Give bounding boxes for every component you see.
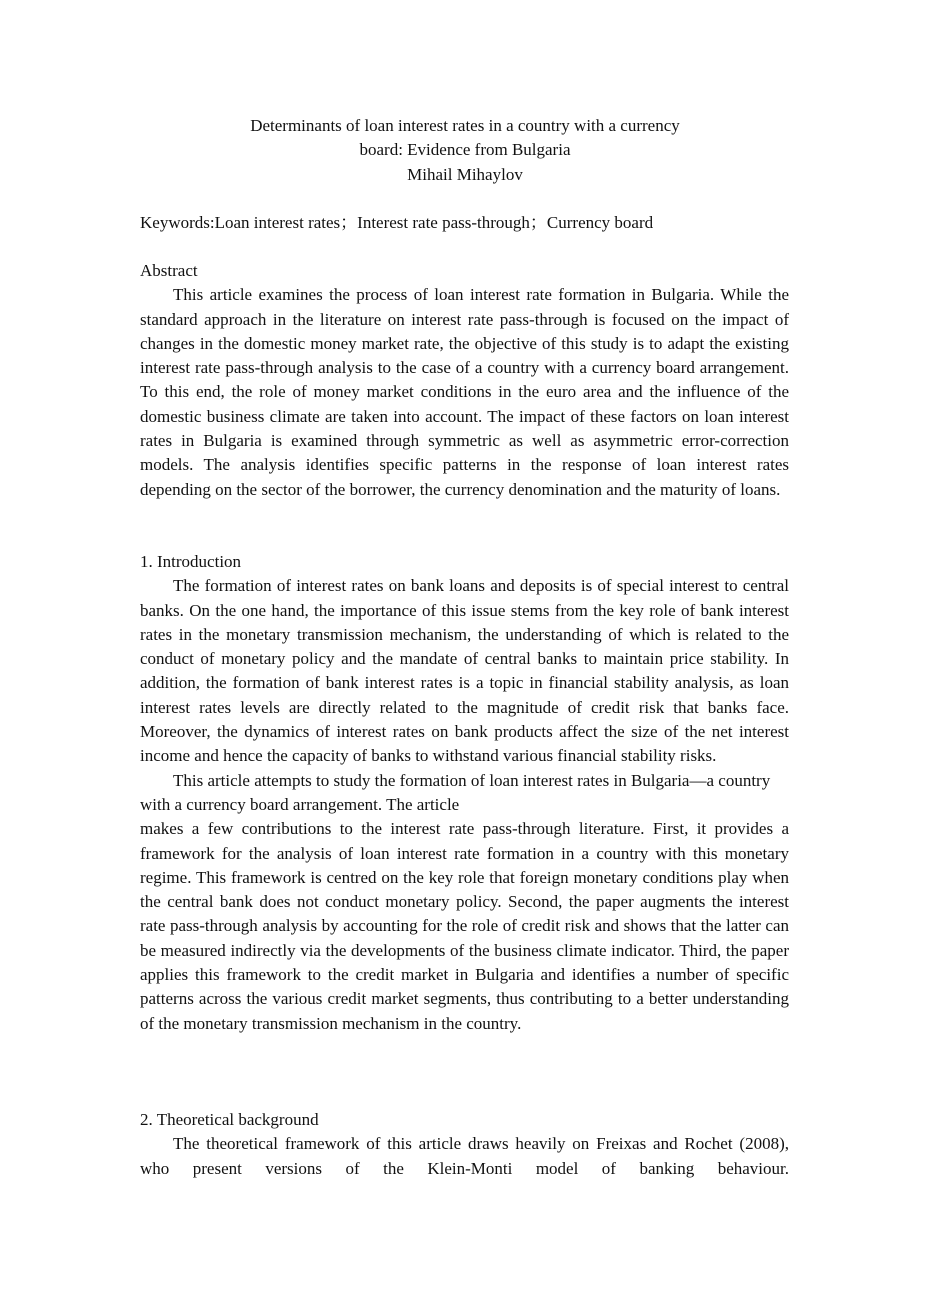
theory-paragraph-1: The theoretical framework of this article draws heavily on Freixas and Rochet (2008), who present versions of the Klein-Monti model of banking behaviour. [140, 1134, 789, 1178]
title-block [140, 114, 790, 187]
paper-title-line-1: Determinants of loan interest rates in a country with a currency [250, 116, 680, 135]
abstract-text: This article examines the process of loan interest rate formation in Bulgaria. While the standard approach in the literature on interest rate pass-through is focused on the impact of changes in the domestic money market rate, the objective of this study is to adapt the existing interest rate pass-through analysis to the case of a country with a currency board arrangement. To this end, the role of money market conditions in the euro area and the influence of the domestic business climate are taken into account. The impact of these factors on loan interest rates in Bulgaria is examined through symmetric as well as asymmetric error-correction models. The analysis identifies specific patterns in the response of loan interest rates depending on the sector of the borrower, the currency denomination and the maturity of loans. [140, 285, 789, 499]
author-name: Mihail Mihaylov [407, 164, 523, 184]
abstract-section [140, 259, 789, 502]
theory-section [140, 1108, 789, 1181]
abstract-heading: Abstract [140, 261, 198, 280]
paper-title-line-2: board: Evidence from Bulgaria [359, 140, 571, 160]
introduction-paragraph-1: The formation of interest rates on bank loans and deposits is of special interest to central banks. On the one hand, the importance of this issue stems from the key role of bank interest rates in the monetary transmission mechanism, the understanding of which is related to the conduct of monetary policy and the mandate of central banks to maintain price stability. In addition, the formation of bank interest rates is a topic in financial stability analysis, as loan interest rates levels are directly related to the magnitude of credit risk that banks face. Moreover, the dynamics of interest rates on bank products affect the size of the net interest income and hence the capacity of banks to withstand various financial stability risks. [140, 576, 789, 766]
keywords-line: Keywords:Loan interest rates；Interest rate pass-through；Currency board [140, 213, 654, 232]
introduction-heading: 1. Introduction [140, 552, 242, 571]
theory-heading: 2. Theoretical background [140, 1110, 319, 1129]
introduction-paragraph-2-continued: makes a few contributions to the interest rate pass-through literature. First, it provides a framework for the analysis of loan interest rate formation in a country with this monetary regime. This framework is centred on the key role that foreign monetary conditions play when the central bank does not conduct monetary policy. Second, the paper augments the interest rate pass-through analysis by accounting for the role of credit risk and shows that the latter can be measured indirectly via the developments of the business climate indicator. Third, the paper applies this framework to the credit market in Bulgaria and identifies a number of specific patterns across the various credit market segments, thus contributing to a better understanding of the monetary transmission mechanism in the country. [140, 819, 789, 1033]
introduction-paragraph-2-start: This article attempts to study the formation of loan interest rates in Bulgaria—a country with a currency board arrangement. The article [140, 770, 771, 814]
introduction-section [140, 550, 789, 1036]
